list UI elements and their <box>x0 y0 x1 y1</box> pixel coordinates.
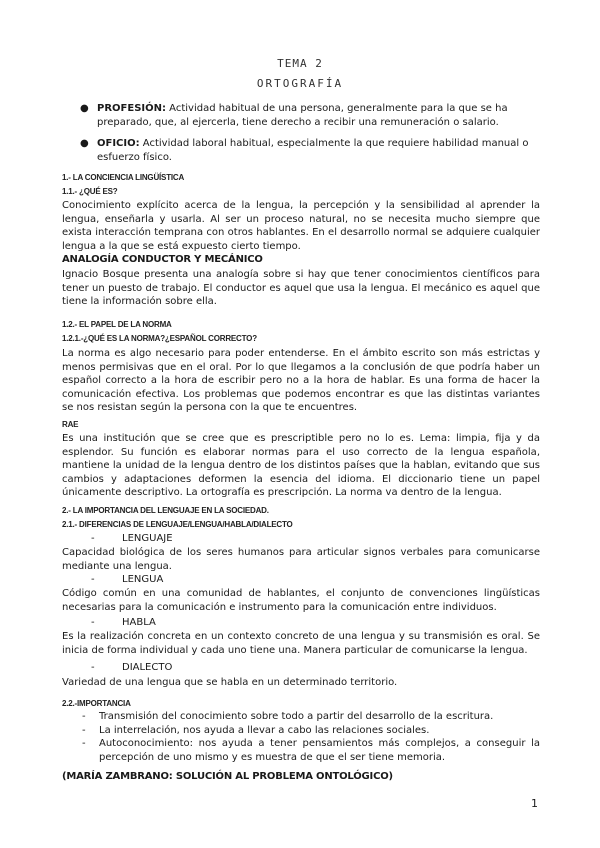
importance-list <box>62 710 540 764</box>
subsection-heading: 2.2.-IMPORTANCIA <box>62 699 131 708</box>
dash-icon: - <box>82 724 86 736</box>
section-heading: 1.- LA CONCIENCIA LINGÜÍSTICA <box>62 173 185 182</box>
term-label: - LENGUAJE <box>91 533 173 544</box>
list-item: - Transmisión del conocimiento sobre todo a partir del desarrollo de la escritura. <box>82 711 494 722</box>
definition-item <box>62 102 540 130</box>
paragraph <box>62 587 540 614</box>
paragraph-text: La norma es algo necesario para poder entenderse. En el ámbito escrito son más estrictas y menos permisivas que en el oral. Por lo que llegamos a la conclusión de que podría haber un español correcto a la hora de escribir pero no a la hora de hablar. Es una forma de hacer la comunicación efectiva. Los problemas que podemos encontrar es que las distintas variantes se nos resistan según la persona con la que te encuentres. <box>62 348 540 414</box>
section-heading: ANALOGÍA CONDUCTOR Y MECÁNICO <box>62 254 263 265</box>
definitions-list <box>62 102 540 172</box>
paragraph-text: Capacidad biológica de los seres humanos para articular signos verbales para comunicarse mediante una lengua. <box>62 547 540 572</box>
definition-text: Actividad laboral habitual, especialmente la que requiere habilidad manual o esfuerzo físico. <box>97 138 529 163</box>
paragraph <box>62 199 540 253</box>
list-item: - La interrelación, nos ayuda a llevar a cabo las relaciones sociales. <box>82 724 430 736</box>
document-title: ORTOGRAFÍA <box>256 77 344 90</box>
subsection-heading: 1.2.1.-¿QUÉ ES LA NORMA?¿ESPAÑOL CORRECTO? <box>62 334 257 343</box>
dash-icon: - <box>82 711 86 722</box>
bullet-icon: ● <box>80 103 89 114</box>
paragraph-text: Ignacio Bosque presenta una analogía sobre si hay que tener conocimientos científicos para tener un puesto de trabajo. El conductor es aquel que usa la lengua. El mecánico es aquel que tiene la información sobre ella. <box>62 269 540 308</box>
section-heading: 1.2.- EL PAPEL DE LA NORMA <box>62 320 172 329</box>
paragraph <box>62 347 540 415</box>
list-item: - Autoconocimiento: nos ayuda a tener pensamientos más complejos, a conseguir la percepción de uno mismo y es muestra de que el ser tiene memoria. <box>82 738 540 763</box>
section-heading: RAE <box>62 420 79 429</box>
term-label: - HABLA <box>91 617 156 628</box>
dash-icon: - <box>91 574 95 585</box>
definition-term: OFICIO: <box>97 138 140 149</box>
definition-item <box>62 137 540 165</box>
dash-icon: - <box>91 662 95 673</box>
definition-text: Actividad habitual de una persona, generalmente para la que se ha preparado, que, al ejercerla, tiene derecho a recibir una remuneración o salario. <box>97 103 508 128</box>
paragraph-text: Variedad de una lengua que se habla en un determinado territorio. <box>62 677 398 688</box>
paragraph-text: Es la realización concreta en un contexto concreto de una lengua y su transmisión es oral. Se inicia de forma individual y cada uno tiene una. Manera particular de comunicarse la lengua. <box>62 631 540 656</box>
paragraph-text: Es una institución que se cree que es prescriptible pero no lo es. Lema: limpia, fija y da esplendor. Su función es elaborar normas para el uso correcto de la lengua española, mantiene la unidad de la lengua dentro de los distintos países que la hablan, evitando que sus cambios y adaptaciones deformen la esencia del idioma. El diccionario tiene un papel únicamente descriptivo. La ortografía es prescripción. La norma va dentro de la lengua. <box>62 433 540 499</box>
paragraph <box>62 630 540 657</box>
section-heading: 2.- LA IMPORTANCIA DEL LENGUAJE EN LA SOCIEDAD. <box>62 506 269 515</box>
subsection-heading: 2.1.- DIFERENCIAS DE LENGUAJE/LENGUA/HABLA/DIALECTO <box>62 520 293 529</box>
page-number: 1 <box>531 797 538 810</box>
subsection-heading: 1.1.- ¿QUÉ ES? <box>62 187 118 196</box>
dash-icon: - <box>91 617 95 628</box>
paragraph <box>62 268 540 309</box>
paragraph <box>62 676 540 690</box>
paragraph <box>62 546 540 573</box>
topic-number: TEMA 2 <box>277 57 323 70</box>
paragraph-text: Código común en una comunidad de hablantes, el conjunto de convenciones lingüísticas necesarias para la comunicación e instrumento para la comunicación entre individuos. <box>62 588 540 613</box>
paragraph <box>62 432 540 500</box>
paragraph-text: Conocimiento explícito acerca de la lengua, la percepción y la sensibilidad al aprender la lengua, enseñarla y usarla. Al ser un proceso natural, no se necesita mucho siempre que exista interacción temprana con otros hablantes. En el desarrollo normal se adquiere cualquier lengua a la que se está expuesto cierto tiempo. <box>62 200 540 252</box>
dash-icon: - <box>82 738 86 749</box>
term-label: - DIALECTO <box>91 662 173 673</box>
bullet-icon: ● <box>80 138 89 149</box>
closing-heading: (MARÍA ZAMBRANO: SOLUCIÓN AL PROBLEMA ONTOLÓGICO) <box>62 771 393 782</box>
dash-icon: - <box>91 533 95 544</box>
term-label: - LENGUA <box>91 574 164 585</box>
definition-term: PROFESIÓN: <box>97 103 166 114</box>
